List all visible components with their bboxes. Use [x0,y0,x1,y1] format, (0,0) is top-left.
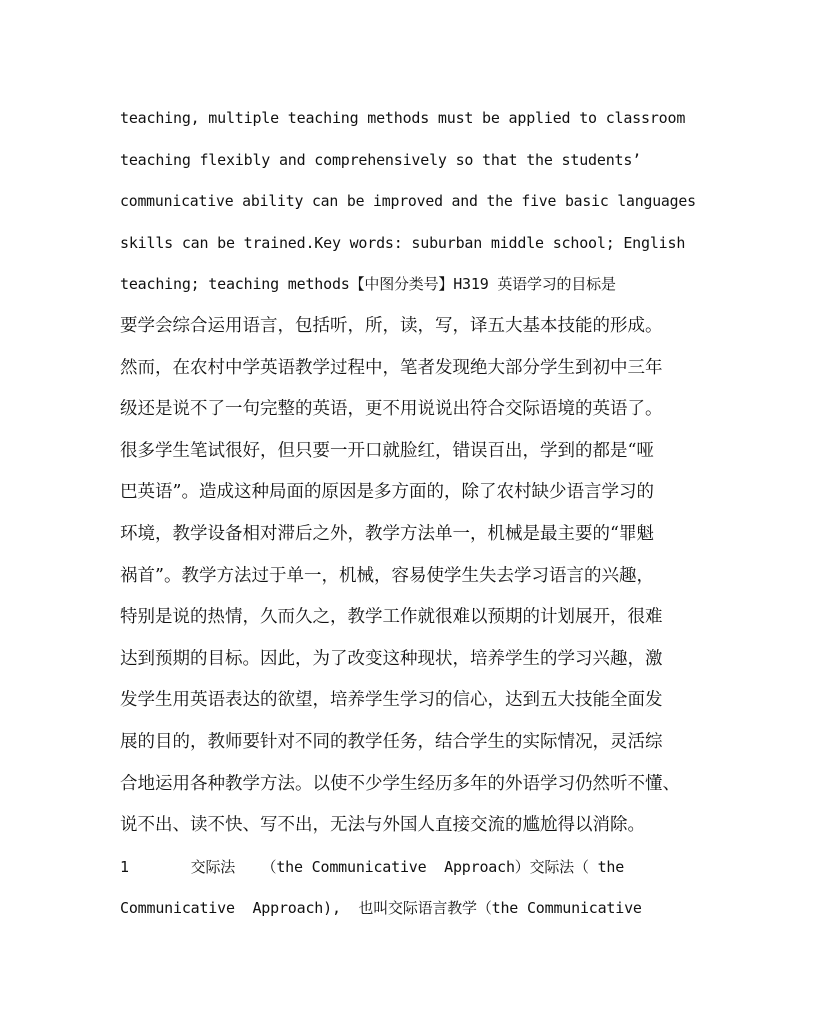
text-line: 发学生用英语表达的欲望，培养学生学习的信心，达到五大技能全面发 [120,690,663,711]
text-line: 巴英语”。造成这种局面的原因是多方面的，除了农村缺少语言学习的 [120,482,654,503]
text-line: teaching; teaching methods【中图分类号】H319 英语学习的目标是 [120,275,616,294]
text-line: Communicative Approach), 也叫交际语言教学（the Communicative [120,899,642,918]
text-line: 要学会综合运用语言，包括听，所，读，写，译五大基本技能的形成。 [120,315,663,336]
text-line: 很多学生笔试很好，但只要一开口就脸红，错误百出，学到的都是“哑 [120,440,654,461]
text-line: 合地运用各种教学方法。以使不少学生经历多年的外语学习仍然听不懂、 [120,773,680,794]
text-line: teaching, multiple teaching methods must be applied to classroom [120,109,686,127]
text-line: 然而，在农村中学英语教学过程中，笔者发现绝大部分学生到初中三年 [120,357,663,378]
text-line: 展的目的，教师要针对不同的教学任务，结合学生的实际情况，灵活综 [120,731,663,752]
text-line: 环境，教学设备相对滞后之外，教学方法单一，机械是最主要的“罪魁 [120,523,654,544]
text-line: 特别是说的热情，久而久之，教学工作就很难以预期的计划展开，很难 [120,607,663,628]
text-line: 说不出、读不快、写不出，无法与外国人直接交流的尴尬得以消除。 [120,815,645,836]
text-line: communicative ability can be improved and the five basic languages [120,192,696,211]
text-line: skills can be trained.Key words: suburban middle school; English [120,233,686,252]
text-line: teaching flexibly and comprehensively so that the students’ [120,150,642,169]
text-line: 达到预期的目标。因此，为了改变这种现状，培养学生的学习兴趣，激 [120,648,663,669]
body-text [120,98,696,930]
text-line: 级还是说不了一句完整的英语，更不用说说出符合交际语境的英语了。 [120,399,663,420]
text-line: 祸首”。教学方法过于单一，机械，容易使学生失去学习语言的兴趣， [120,565,654,586]
section-heading-line: 1 交际法 （the Communicative Approach）交际法（ the [120,857,625,876]
